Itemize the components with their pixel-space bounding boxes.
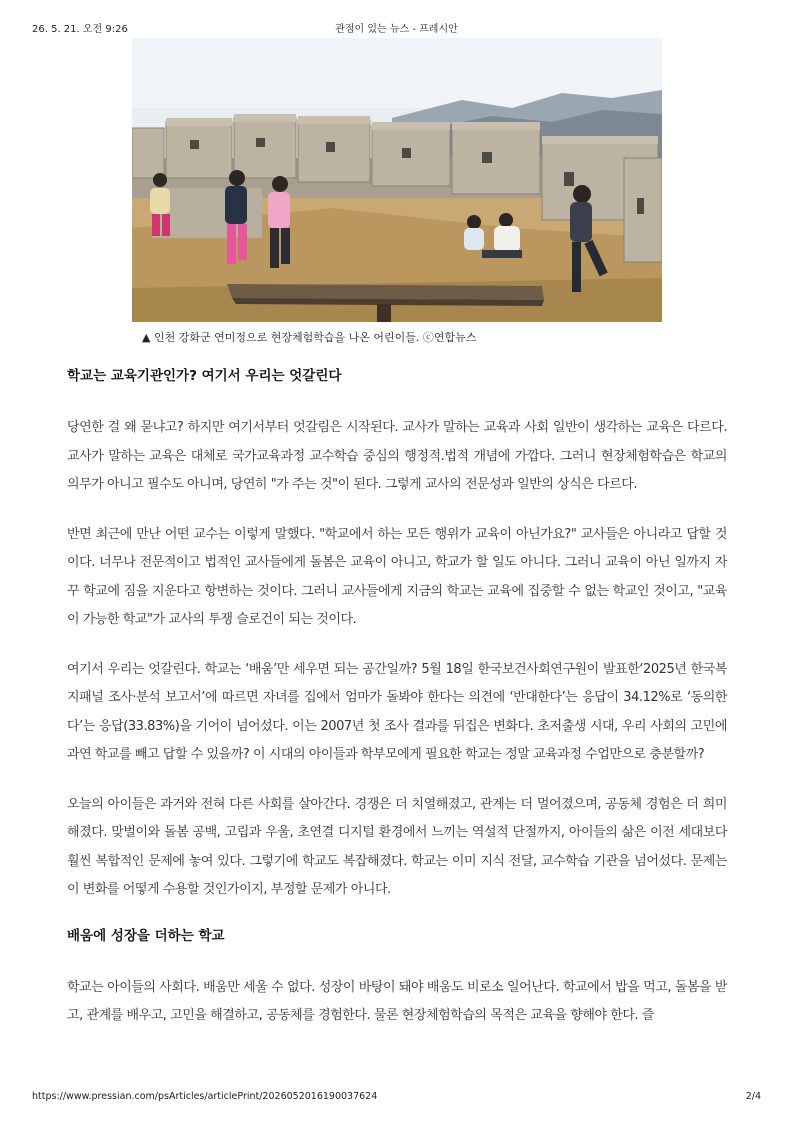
print-url: https://www.pressian.com/psArticles/articlePrint/2026052016190037624: [32, 1091, 378, 1102]
photo-caption: ▲ 인천 강화군 연미정으로 현장체험학습을 나온 어린이들. ⓒ연합뉴스: [142, 331, 477, 344]
section-heading: 배움에 성장을 더하는 학교: [67, 927, 225, 944]
print-header: [32, 20, 761, 36]
article-body: [67, 366, 727, 1031]
print-footer: [32, 1091, 761, 1105]
page-number: 2/4: [745, 1091, 761, 1102]
article-photo: [132, 38, 662, 322]
print-page-title: 관점이 있는 뉴스 - 프레시안: [335, 24, 458, 35]
article-paragraph: 당연한 걸 왜 묻냐고? 하지만 여기서부터 엇갈림은 시작된다. 교사가 말하는 교육과 사회 일반이 생각하는 교육은 다르다. 교사가 말하는 교육은 대체로 국가교육과정 교수학습 중심의 행정적.법적 개념에 가깝다. 그러니 현장체험학습은 학교의 의무가 아니고 필수도 아니며, 당연히 "가 주는 것"이 된다. 그렇게 교사의 전문성과 일반의 상식은 다르다.: [67, 420, 727, 492]
article-paragraph: 반면 최근에 만난 어떤 교수는 이렇게 말했다. "학교에서 하는 모든 행위가 교육이 아닌가요?" 교사들은 아니라고 답할 것이다. 너무나 전문적이고 법적인 교사들에게 돌봄은 교육이 아니고, 학교가 할 일도 아니다. 그러니 교육이 아닌 일까지 자꾸 학교에 짐을 지운다고 항변하는 것이다. 그러니 교사들에게 지금의 학교는 교육에 집중할 수 없는 학교인 것이고, "교육이 가능한 학교"가 교사의 투쟁 슬로건이 되는 것이다.: [67, 526, 727, 627]
article-paragraph: 오늘의 아이들은 과거와 전혀 다른 사회를 살아간다. 경쟁은 더 치열해졌고, 관계는 더 멀어졌으며, 공동체 경험은 더 희미해졌다. 맞벌이와 돌봄 공백, 고립과 우울, 초연결 디지털 환경에서 느끼는 역설적 단절까지, 아이들의 삶은 이전 세대보다 훨씬 복합적인 문제에 놓여 있다. 그렇기에 학교도 복잡해졌다. 학교는 이미 지식 전달, 교수학습 기관을 넘어섰다. 문제는 이 변화를 어떻게 수용할 것인가이지, 부정할 문제가 아니다.: [67, 796, 727, 897]
article-paragraph: 학교는 아이들의 사회다. 배움만 세울 수 없다. 성장이 바탕이 돼야 배움도 비로소 일어난다. 학교에서 밥을 먹고, 돌봄을 받고, 관계를 배우고, 고민을 해결하고, 공동체를 경험한다. 물론 현장체험학습의 목적은 교육을 향해야 한다. 즐: [67, 979, 727, 1023]
print-datetime: 26. 5. 21. 오전 9:26: [32, 24, 128, 35]
article-paragraph: 여기서 우리는 엇갈린다. 학교는 ‘배움’만 세우면 되는 공간일까? 5월 18일 한국보건사회연구원이 발표한‘2025년 한국복지패널 조사·분석 보고서’에 따르면 자녀를 집에서 엄마가 돌봐야 한다는 의견에 ‘반대한다’는 응답이 34.12%로 ‘동의한다’는 응답(33.83%)을 기어이 넘어섰다. 이는 2007년 첫 조사 결과를 뒤집은 변화다. 초저출생 시대, 우리 사회의 고민에 과연 학교를 빼고 답할 수 있을까? 이 시대의 아이들과 학부모에게 필요한 학교는 정말 교육과정 수업만으로 충분할까?: [67, 661, 727, 762]
section-heading: 학교는 교육기관인가? 여기서 우리는 엇갈린다: [67, 368, 342, 384]
